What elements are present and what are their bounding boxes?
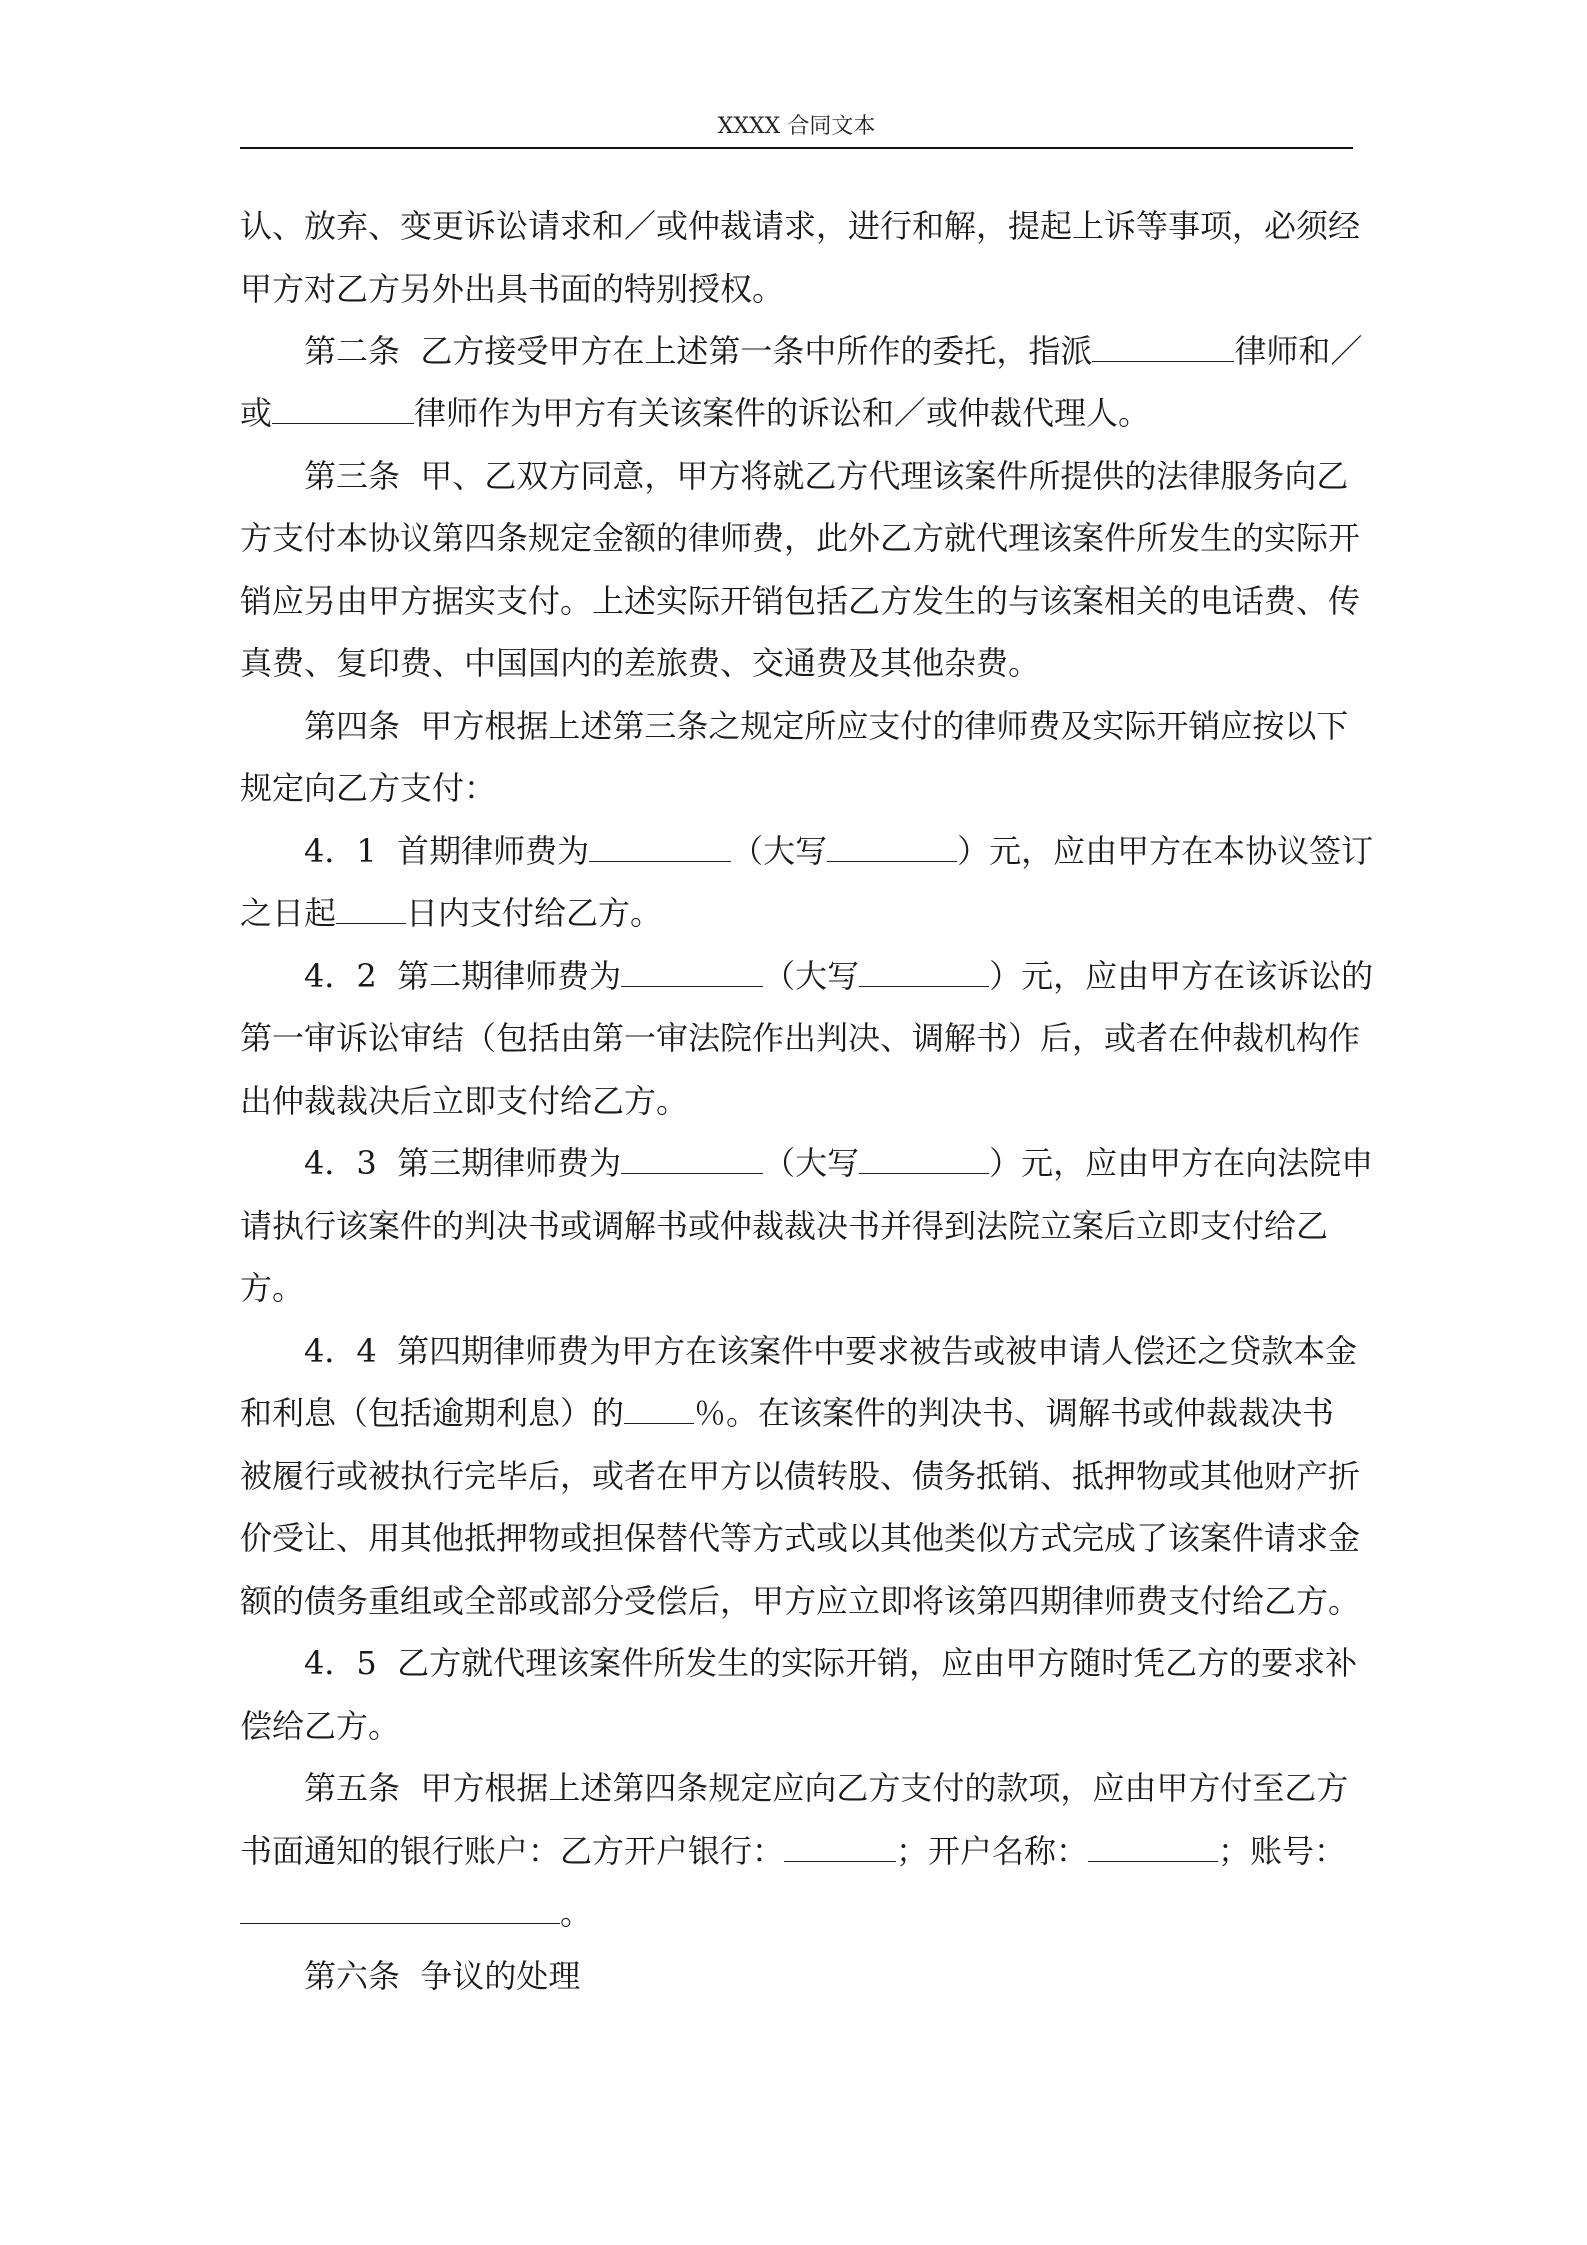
section-heading: 第六条 争议的处理 [304,1957,581,1995]
text-line: 偿给乙方。 [240,1707,401,1745]
text-line: 第一审诉讼审结（包括由第一审法院作出判决、调解书）后，或者在仲裁机构作 [240,1019,1361,1057]
text-line: 或 律师作为甲方有关该案件的诉讼和／或仲裁代理人。 [240,394,1151,432]
blank-field [624,1393,694,1424]
header-rule [240,147,1353,149]
header-title: XXXX 合同文本 [717,114,876,139]
text-line: 出仲裁裁决后立即支付给乙方。 [240,1082,689,1120]
text-line: 额的债务重组或全部或部分受偿后，甲方应立即将该第四期律师费支付给乙方。 [240,1582,1361,1620]
blank-field [272,393,414,424]
blank-field [621,1143,763,1174]
text-line: 规定向乙方支付： [240,769,497,807]
text-line: 和利息（包括逾期利息）的 ％。在该案件的判决书、调解书或仲裁裁决书 [240,1394,1335,1432]
blank-field [784,1831,896,1862]
text-line: 方。 [240,1269,305,1307]
text-line: 请执行该案件的判决书或调解书或仲裁裁决书并得到法院立案后立即支付给乙 [240,1207,1329,1245]
blank-field [827,831,957,862]
text-line: 。 [240,1893,592,1933]
text-line: 真费、复印费、中国国内的差旅费、交通费及其他杂费。 [240,644,1041,682]
text-line: 被履行或被执行完毕后，或者在甲方以债转股、债务抵销、抵押物或其他财产折 [240,1457,1361,1495]
text-line: 第五条 甲方根据上述第四条规定应向乙方支付的款项，应由甲方付至乙方 [304,1769,1349,1807]
text-line: 价受让、用其他抵押物或担保替代等方式或以其他类似方式完成了该案件请求金 [240,1519,1361,1557]
blank-field [859,956,989,987]
text-line: 第二条 乙方接受甲方在上述第一条中所作的委托，指派 律师和／ [304,332,1363,370]
blank-field [621,956,763,987]
text-line: 认、放弃、变更诉讼请求和／或仲裁请求，进行和解，提起上诉等事项，必须经 [240,207,1361,245]
blank-field [589,831,731,862]
text-line: 4．5 乙方就代理该案件所发生的实际开销，应由甲方随时凭乙方的要求补 [304,1644,1358,1682]
blank-field [336,893,406,924]
text-line: 4．3 第三期律师费为 （大写 ）元，应由甲方在向法院申 [304,1144,1374,1182]
text-line: 4．1 首期律师费为 （大写 ）元，应由甲方在本协议签订 [304,832,1374,870]
text-line: 甲方对乙方另外出具书面的特别授权。 [240,270,785,308]
text-line: 第三条 甲、乙双方同意，甲方将就乙方代理该案件所提供的法律服务向乙 [304,457,1349,495]
text-line: 销应另由甲方据实支付。上述实际开销包括乙方发生的与该案相关的电话费、传 [240,582,1361,620]
blank-field [240,1893,560,1924]
blank-field [1092,331,1234,362]
text-line: 4．4 第四期律师费为甲方在该案件中要求被告或被申请人偿还之贷款本金 [304,1332,1358,1370]
blank-field [859,1143,989,1174]
text-line: 书面通知的银行账户：乙方开户银行： ；开户名称： ；账号： [240,1832,1347,1870]
text-line: 第四条 甲方根据上述第三条之规定所应支付的律师费及实际开销应按以下 [304,707,1349,745]
text-line: 之日起 日内支付给乙方。 [240,894,663,932]
blank-field [1088,1831,1218,1862]
text-line: 方支付本协议第四条规定金额的律师费，此外乙方就代理该案件所发生的实际开 [240,519,1361,557]
text-line: 4．2 第二期律师费为 （大写 ）元，应由甲方在该诉讼的 [304,957,1374,995]
